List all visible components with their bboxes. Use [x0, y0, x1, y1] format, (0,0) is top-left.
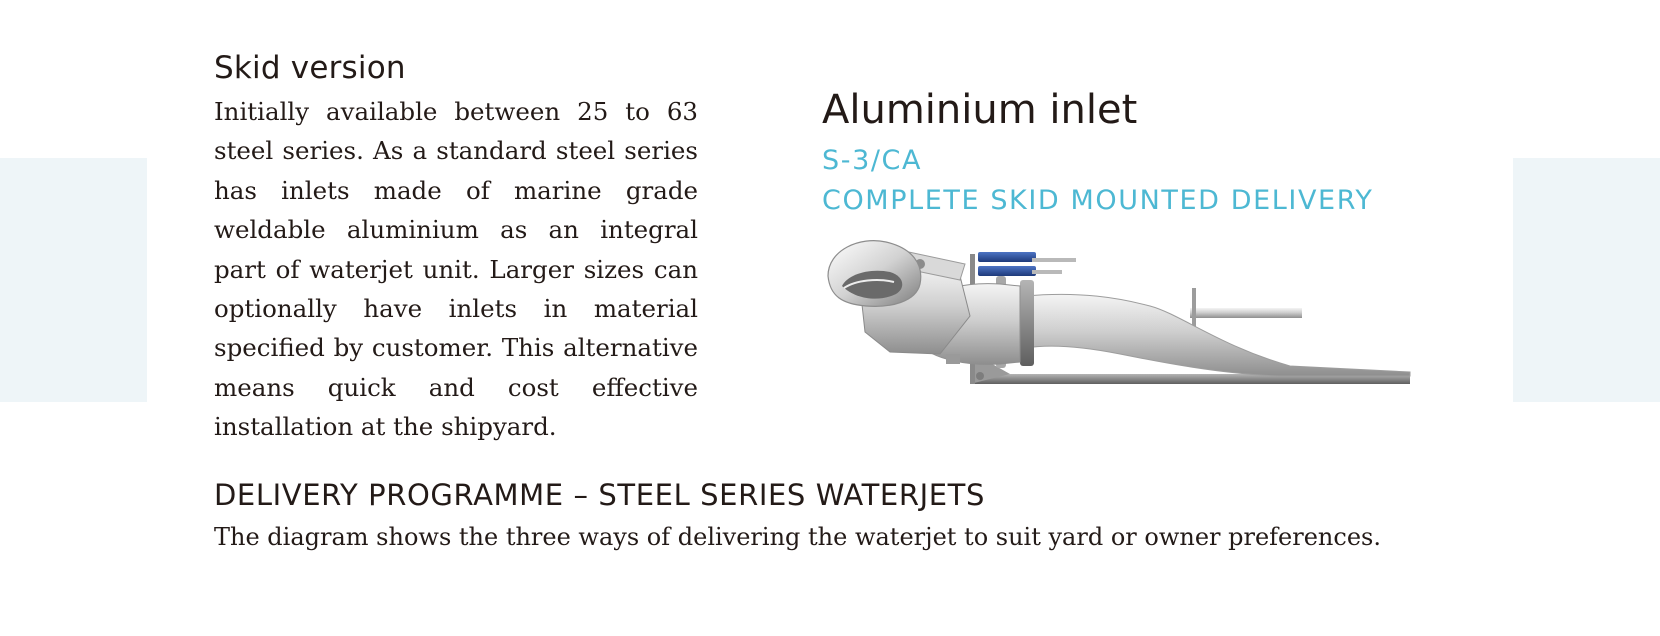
hydraulic-rod-2 — [1032, 270, 1062, 274]
skid-version-heading: Skid version — [214, 50, 406, 86]
product-code: S-3/CA — [822, 145, 923, 176]
hydraulic-cylinder-lower — [978, 266, 1036, 276]
drive-shaft — [1190, 308, 1302, 318]
product-delivery-type: COMPLETE SKID MOUNTED DELIVERY — [822, 185, 1374, 216]
hydraulic-rod — [1032, 258, 1076, 262]
aluminium-inlet-duct — [1025, 294, 1410, 376]
drain-valve — [976, 372, 984, 380]
background-band-left — [0, 158, 147, 402]
sensor-box — [946, 354, 960, 364]
duct-flange — [1020, 280, 1034, 366]
delivery-programme-description: The diagram shows the three ways of delivering the waterjet to suit yard or owner preferences. — [214, 523, 1381, 551]
waterjet-skid-illustration — [820, 236, 1420, 396]
hydraulic-cylinder-upper — [978, 252, 1036, 262]
delivery-programme-heading: DELIVERY PROGRAMME – STEEL SERIES WATERJETS — [214, 478, 985, 512]
skid-version-description: Initially available between 25 to 63 steel series. As a standard steel series has inlets made of marine grade weldable aluminium as an integral part of waterjet unit. Larger sizes can optionally have inlets in material specified by customer. This alternative means quick and cost effective installation at the shipyard. — [214, 97, 698, 442]
product-title: Aluminium inlet — [822, 87, 1138, 133]
background-band-right — [1513, 158, 1660, 402]
